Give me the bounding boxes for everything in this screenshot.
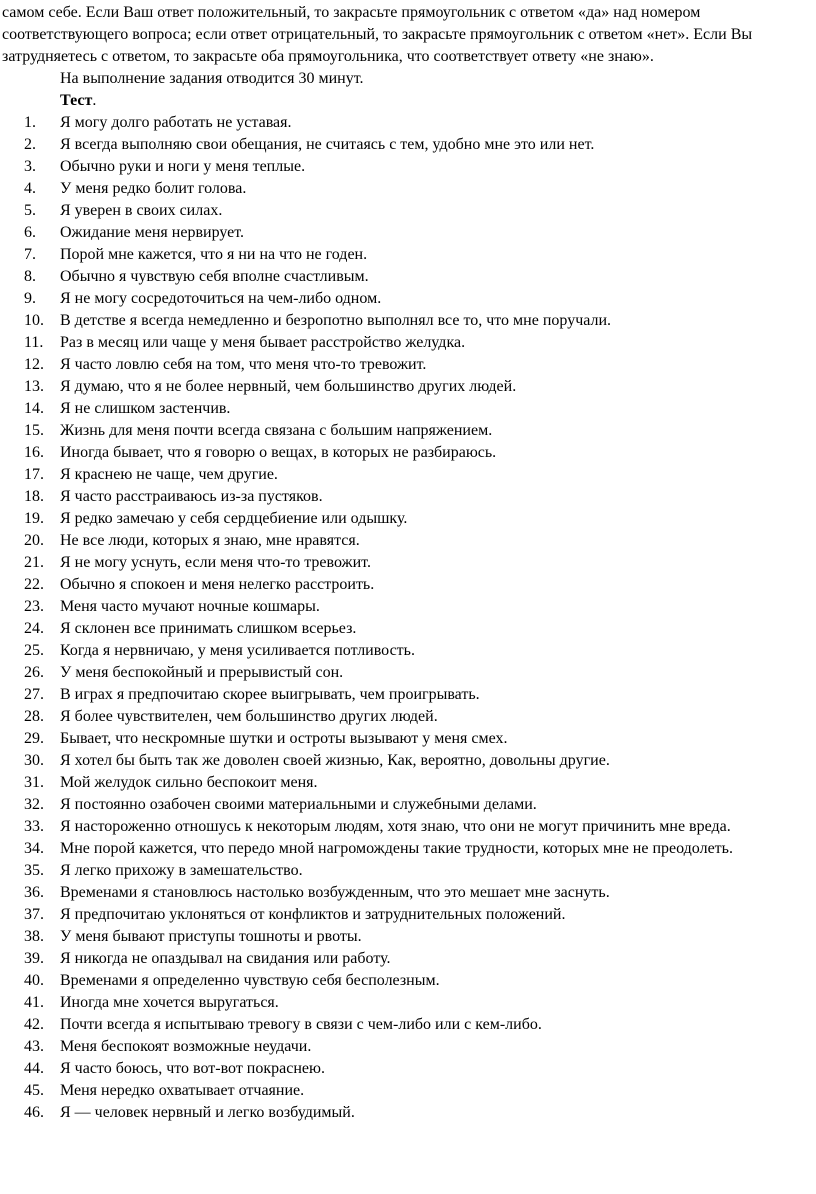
question-item bbox=[2, 1080, 812, 1102]
question-item bbox=[2, 904, 812, 926]
question-item bbox=[2, 794, 812, 816]
question-item bbox=[2, 178, 812, 200]
question-item bbox=[2, 376, 812, 398]
question-text: В играх я предпочитаю скорее выигрывать, чем проигрывать. bbox=[60, 686, 480, 703]
question-number: 3. bbox=[24, 158, 36, 175]
question-item bbox=[2, 222, 812, 244]
question-number: 7. bbox=[24, 246, 36, 263]
question-item bbox=[2, 596, 812, 618]
question-text: Обычно руки и ноги у меня теплые. bbox=[60, 158, 306, 175]
question-item bbox=[2, 706, 812, 728]
questions-list bbox=[2, 112, 812, 1124]
question-number: 25. bbox=[24, 642, 44, 659]
question-number: 24. bbox=[24, 620, 44, 637]
question-item bbox=[2, 684, 812, 706]
question-number: 30. bbox=[24, 752, 44, 769]
question-text: Временами я становлюсь настолько возбужденным, что это мешает мне заснуть. bbox=[60, 884, 610, 901]
question-item bbox=[2, 662, 812, 684]
question-text: Мне порой кажется, что передо мной нагромождены такие трудности, которых мне не преодолеть. bbox=[60, 840, 733, 857]
test-heading: Тест. bbox=[60, 92, 97, 109]
question-text: Почти всегда я испытываю тревогу в связи с чем-либо или с кем-либо. bbox=[60, 1016, 542, 1033]
question-number: 27. bbox=[24, 686, 44, 703]
question-number: 1. bbox=[24, 114, 36, 131]
question-item bbox=[2, 310, 812, 332]
question-text: В детстве я всегда немедленно и безропотно выполнял все то, что мне поручали. bbox=[60, 312, 612, 329]
question-number: 42. bbox=[24, 1016, 44, 1033]
question-number: 45. bbox=[24, 1082, 44, 1099]
question-item bbox=[2, 112, 812, 134]
question-item bbox=[2, 530, 812, 552]
question-text: Мой желудок сильно беспокоит меня. bbox=[60, 774, 318, 791]
question-text: Я могу долго работать не уставая. bbox=[60, 114, 292, 131]
question-item bbox=[2, 772, 812, 794]
question-text: У меня редко болит голова. bbox=[60, 180, 247, 197]
question-item bbox=[2, 420, 812, 442]
question-number: 18. bbox=[24, 488, 44, 505]
question-text: Обычно я чувствую себя вполне счастливым. bbox=[60, 268, 369, 285]
question-text: Обычно я спокоен и меня нелегко расстроить. bbox=[60, 576, 375, 593]
question-number: 17. bbox=[24, 466, 44, 483]
question-number: 9. bbox=[24, 290, 36, 307]
question-item bbox=[2, 288, 812, 310]
question-text: Я постоянно озабочен своими материальными и служебными делами. bbox=[60, 796, 537, 813]
question-text: У меня бывают приступы тошноты и рвоты. bbox=[60, 928, 362, 945]
question-number: 12. bbox=[24, 356, 44, 373]
question-number: 8. bbox=[24, 268, 36, 285]
question-number: 36. bbox=[24, 884, 44, 901]
question-item bbox=[2, 750, 812, 772]
question-item bbox=[2, 1058, 812, 1080]
question-number: 13. bbox=[24, 378, 44, 395]
question-text: Когда я нервничаю, у меня усиливается потливость. bbox=[60, 642, 415, 659]
question-text: Не все люди, которых я знаю, мне нравятся. bbox=[60, 532, 360, 549]
question-item bbox=[2, 134, 812, 156]
question-item bbox=[2, 882, 812, 904]
question-text: Я легко прихожу в замешательство. bbox=[60, 862, 303, 879]
question-text: Иногда бывает, что я говорю о вещах, в которых не разбираюсь. bbox=[60, 444, 497, 461]
question-number: 16. bbox=[24, 444, 44, 461]
question-item bbox=[2, 244, 812, 266]
time-note: На выполнение задания отводится 30 минут. bbox=[60, 70, 364, 87]
question-item bbox=[2, 992, 812, 1014]
question-number: 20. bbox=[24, 532, 44, 549]
question-number: 29. bbox=[24, 730, 44, 747]
question-number: 34. bbox=[24, 840, 44, 857]
question-text: Я думаю, что я не более нервный, чем большинство других людей. bbox=[60, 378, 517, 395]
question-text: Я часто расстраиваюсь из-за пустяков. bbox=[60, 488, 323, 505]
question-number: 2. bbox=[24, 136, 36, 153]
question-item bbox=[2, 442, 812, 464]
question-text: Я — человек нервный и легко возбудимый. bbox=[60, 1104, 355, 1121]
question-text: Я редко замечаю у себя сердцебиение или одышку. bbox=[60, 510, 408, 527]
question-item bbox=[2, 948, 812, 970]
question-number: 11. bbox=[24, 334, 44, 351]
question-text: Ожидание меня нервирует. bbox=[60, 224, 245, 241]
question-number: 6. bbox=[24, 224, 36, 241]
question-item bbox=[2, 508, 812, 530]
test-title: Тест bbox=[60, 92, 93, 109]
question-text: Жизнь для меня почти всегда связана с большим напряжением. bbox=[60, 422, 493, 439]
question-text: Временами я определенно чувствую себя бесполезным. bbox=[60, 972, 440, 989]
question-text: Я более чувствителен, чем большинство других людей. bbox=[60, 708, 438, 725]
question-text: Порой мне кажется, что я ни на что не годен. bbox=[60, 246, 368, 263]
question-item bbox=[2, 552, 812, 574]
question-item bbox=[2, 332, 812, 354]
question-number: 31. bbox=[24, 774, 44, 791]
question-number: 32. bbox=[24, 796, 44, 813]
question-item bbox=[2, 266, 812, 288]
question-number: 19. bbox=[24, 510, 44, 527]
question-item bbox=[2, 464, 812, 486]
question-number: 46. bbox=[24, 1104, 44, 1121]
question-number: 37. bbox=[24, 906, 44, 923]
question-text: Меня нередко охватывает отчаяние. bbox=[60, 1082, 305, 1099]
question-number: 40. bbox=[24, 972, 44, 989]
question-number: 44. bbox=[24, 1060, 44, 1077]
instructions-paragraph: самом себе. Если Ваш ответ положительный, то закрасьте прямоугольник с ответом «да» над номером соответствующего вопроса; если ответ отрицательный, то закрасьте прямоугольник с ответом «нет». Если Вы затрудняетесь с ответом, то закрасьте оба прямоугольника, что соответствует ответу «не знаю». bbox=[2, 4, 753, 65]
question-number: 14. bbox=[24, 400, 44, 417]
question-number: 26. bbox=[24, 664, 44, 681]
question-number: 5. bbox=[24, 202, 36, 219]
question-text: Я всегда выполняю свои обещания, не считаясь с тем, удобно мне это или нет. bbox=[60, 136, 595, 153]
question-number: 22. bbox=[24, 576, 44, 593]
question-number: 21. bbox=[24, 554, 44, 571]
question-number: 43. bbox=[24, 1038, 44, 1055]
question-text: Я предпочитаю уклоняться от конфликтов и затруднительных положений. bbox=[60, 906, 566, 923]
question-item bbox=[2, 860, 812, 882]
question-text: Раз в месяц или чаще у меня бывает расстройство желудка. bbox=[60, 334, 466, 351]
question-item bbox=[2, 970, 812, 992]
question-text: Я краснею не чаще, чем другие. bbox=[60, 466, 278, 483]
question-text: У меня беспокойный и прерывистый сон. bbox=[60, 664, 344, 681]
question-item bbox=[2, 640, 812, 662]
question-item bbox=[2, 486, 812, 508]
question-text: Я склонен все принимать слишком всерьез. bbox=[60, 620, 357, 637]
question-item bbox=[2, 1036, 812, 1058]
question-text: Меня часто мучают ночные кошмары. bbox=[60, 598, 320, 615]
question-number: 38. bbox=[24, 928, 44, 945]
question-item bbox=[2, 838, 812, 860]
question-text: Я часто ловлю себя на том, что меня что-то тревожит. bbox=[60, 356, 427, 373]
question-text: Я настороженно отношусь к некоторым людям, хотя знаю, что они не могут причинить мне вреда. bbox=[60, 818, 731, 835]
question-item bbox=[2, 156, 812, 178]
question-text: Меня беспокоят возможные неудачи. bbox=[60, 1038, 312, 1055]
question-item bbox=[2, 618, 812, 640]
question-text: Я никогда не опаздывал на свидания или работу. bbox=[60, 950, 391, 967]
question-text: Я не могу уснуть, если меня что-то тревожит. bbox=[60, 554, 371, 571]
question-text: Я не слишком застенчив. bbox=[60, 400, 231, 417]
question-item bbox=[2, 926, 812, 948]
question-text: Бывает, что нескромные шутки и остроты вызывают у меня смех. bbox=[60, 730, 508, 747]
question-number: 4. bbox=[24, 180, 36, 197]
question-item bbox=[2, 574, 812, 596]
question-text: Я хотел бы быть так же доволен своей жизнью, Как, вероятно, довольны другие. bbox=[60, 752, 610, 769]
question-item bbox=[2, 728, 812, 750]
question-number: 35. bbox=[24, 862, 44, 879]
question-text: Иногда мне хочется выругаться. bbox=[60, 994, 279, 1011]
question-number: 39. bbox=[24, 950, 44, 967]
question-number: 15. bbox=[24, 422, 44, 439]
question-item bbox=[2, 200, 812, 222]
question-number: 33. bbox=[24, 818, 44, 835]
question-number: 23. bbox=[24, 598, 44, 615]
question-text: Я уверен в своих силах. bbox=[60, 202, 223, 219]
question-item bbox=[2, 1014, 812, 1036]
question-text: Я часто боюсь, что вот-вот покраснею. bbox=[60, 1060, 325, 1077]
question-item bbox=[2, 354, 812, 376]
question-text: Я не могу сосредоточиться на чем-либо одном. bbox=[60, 290, 382, 307]
question-item bbox=[2, 398, 812, 420]
question-number: 10. bbox=[24, 312, 44, 329]
question-item bbox=[2, 1102, 812, 1124]
question-number: 41. bbox=[24, 994, 44, 1011]
question-number: 28. bbox=[24, 708, 44, 725]
question-item bbox=[2, 816, 812, 838]
